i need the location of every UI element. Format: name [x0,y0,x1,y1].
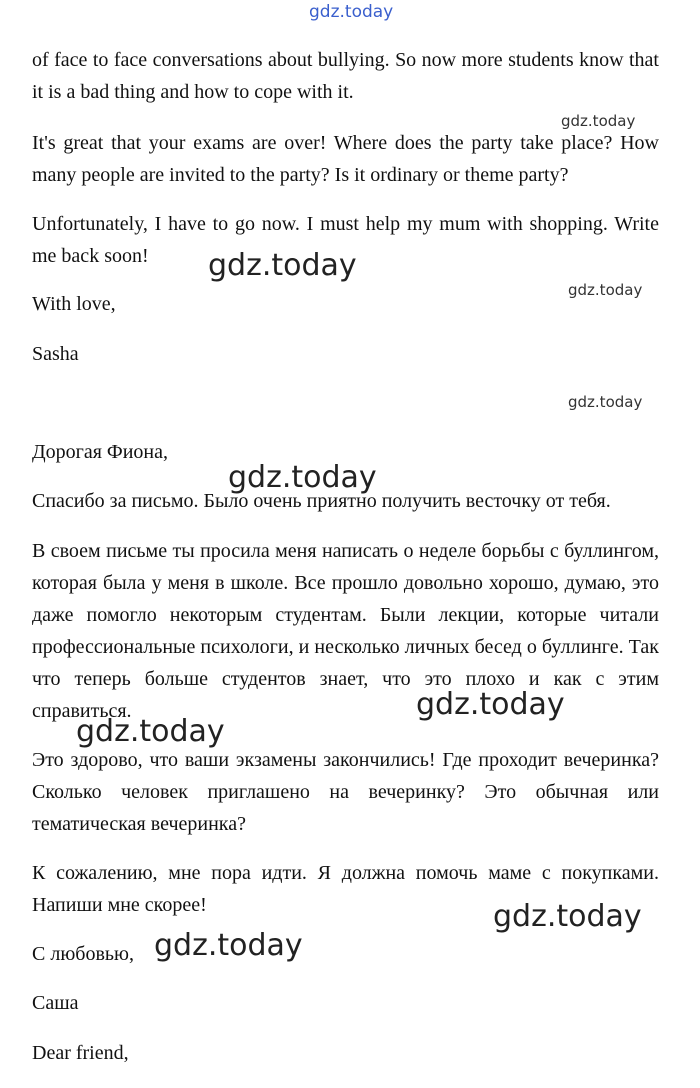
english-paragraph-1: of face to face conversations about bullying. So now more students know that it is a bad thing and how to cope with it. [32,49,659,103]
watermark-small: gdz.today [568,393,643,411]
english-signature: Sasha [32,343,79,365]
watermark-large: gdz.today [208,248,357,283]
english-paragraph-2: It's great that your exams are over! Where does the party take place? How many people are invited to the party? Is it ordinary or theme party? [32,132,659,186]
watermark-large: gdz.today [154,928,303,963]
english-closing: With love, [32,293,116,315]
watermark-small: gdz.today [561,112,636,130]
russian-paragraph-4: К сожалению, мне пора идти. Я должна помочь маме с покупками. Напиши мне скорее! [32,862,659,916]
watermark-small: gdz.today [568,281,643,299]
watermark-top: gdz.today [309,2,394,22]
russian-signature: Саша [32,992,79,1014]
watermark-large: gdz.today [76,714,225,749]
russian-paragraph-3: Это здорово, что ваши экзамены закончились! Где проходит вечеринка? Сколько человек приглашено на вечеринку? Это обычная или тематическая вечеринка? [32,749,659,835]
english-paragraph-3: Unfortunately, I have to go now. I must help my mum with shopping. Write me back soon! [32,213,659,267]
russian-closing: С любовью, [32,943,134,965]
watermark-large: gdz.today [416,687,565,722]
russian-greeting: Дорогая Фиона, [32,441,169,463]
next-letter-greeting: Dear friend, [32,1042,129,1064]
russian-paragraph-2: В своем письме ты просила меня написать о неделе борьбы с буллингом, которая была у меня в школе. Все прошло довольно хорошо, думаю, это даже помогло некоторым студентам. Были лекции, которые читали профессиональные психологи, и несколько личных бесед о буллинге. Так что теперь больше студентов знает, что это плохо и как с этим справиться. [32,540,659,722]
watermark-large: gdz.today [228,460,377,495]
russian-paragraph-1: Спасибо за письмо. Было очень приятно получить весточку от тебя. [32,490,611,512]
watermark-large: gdz.today [493,899,642,934]
